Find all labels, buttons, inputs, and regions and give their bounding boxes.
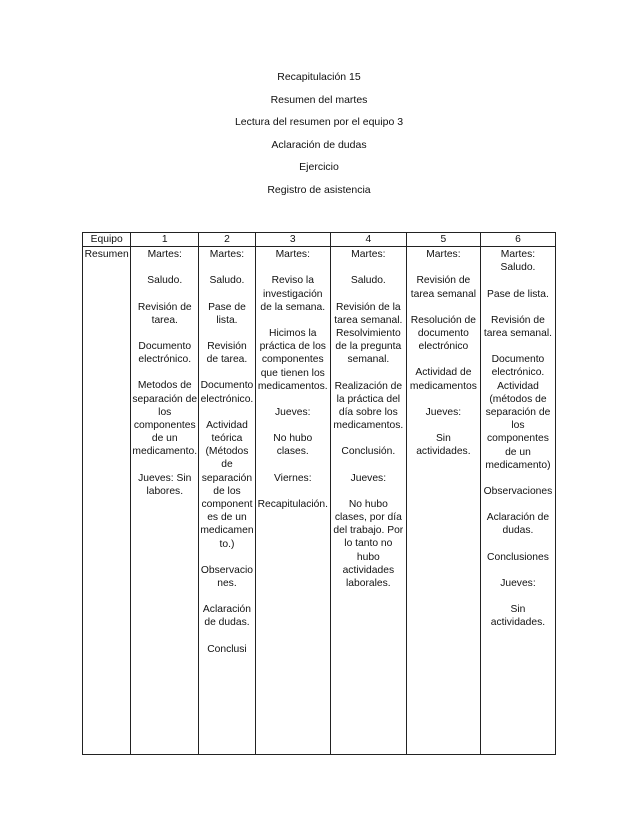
- cell-paragraph: Documento electrónico. Actividad (métodos de separación de los componentes de un medicamento): [485, 354, 551, 471]
- cell-paragraph: Martes:: [426, 249, 461, 261]
- cell-paragraph: Revisión de tarea.: [137, 301, 192, 326]
- table-header-cell: 6: [480, 233, 555, 247]
- table-header-cell: 1: [131, 233, 199, 247]
- cell-paragraph: Pase de lista.: [208, 301, 246, 326]
- team-3-cell: [255, 247, 330, 755]
- cell-paragraph: Jueves:: [350, 472, 387, 484]
- cell-paragraph: Documento electrónico.: [138, 341, 192, 366]
- cell-paragraph: Resolución de documento electrónico: [410, 314, 477, 353]
- cell-paragraph: Revisión de tarea semanal: [410, 275, 477, 300]
- cell-paragraph: Aclaración de dudas.: [202, 604, 251, 629]
- table-header-cell: Equipo: [83, 233, 131, 247]
- cell-paragraph: Martes:: [275, 249, 310, 261]
- document-header: [0, 66, 638, 201]
- summary-table: [82, 232, 556, 755]
- header-line-reading: Lectura del resumen por el equipo 3: [234, 116, 404, 128]
- cell-paragraph: Actividad de medicamentos: [409, 367, 477, 392]
- cell-paragraph: Reviso la investigación de la semana.: [260, 275, 326, 313]
- cell-paragraph: Realización de la práctica del día sobre los medicamentos.: [333, 380, 404, 432]
- cell-paragraph: Jueves:: [500, 577, 536, 589]
- cell-paragraph: Revisión de la tarea semanal. Resolvimiento de la pregunta semanal.: [334, 301, 403, 366]
- cell-paragraph: Jueves:: [275, 407, 311, 419]
- cell-paragraph: Jueves:: [425, 406, 462, 418]
- cell-paragraph: Saludo.: [147, 275, 183, 287]
- table-row: [83, 247, 556, 755]
- cell-paragraph: Pase de lista.: [487, 288, 549, 300]
- team-2-cell: [199, 247, 256, 755]
- team-5-cell: [406, 247, 480, 755]
- row-label-cell: Resumen: [83, 247, 131, 755]
- cell-paragraph: Recapitulación.: [257, 498, 328, 510]
- table-header-cell: 3: [255, 233, 330, 247]
- header-line-summary: Resumen del martes: [270, 93, 368, 106]
- team-1-cell: [131, 247, 199, 755]
- cell-paragraph: Revisión de tarea.: [206, 341, 248, 366]
- table-header-cell: 2: [199, 233, 256, 247]
- cell-paragraph: Revisión de tarea semanal.: [483, 314, 553, 340]
- header-line-exercise: Ejercicio: [299, 161, 339, 173]
- cell-paragraph: Actividad teórica (Métodos de separación de los componentes de un medicamento.): [200, 419, 254, 550]
- header-line-attendance: Registro de asistencia: [267, 183, 371, 196]
- table-header-cell: 5: [406, 233, 480, 247]
- cell-paragraph: Metodos de separación de los componentes de un medicamento.: [132, 380, 198, 458]
- cell-paragraph: Hicimos la práctica de los componentes que tienen los medicamentos.: [257, 328, 328, 392]
- cell-paragraph: Conclusión.: [341, 446, 396, 458]
- cell-paragraph: Saludo.: [209, 275, 245, 287]
- cell-paragraph: Martes:: [147, 249, 182, 261]
- cell-paragraph: Martes:: [351, 249, 386, 261]
- team-4-cell: [330, 247, 406, 755]
- cell-paragraph: Documento electrónico.: [200, 380, 254, 405]
- cell-paragraph: Sin actividades.: [490, 604, 546, 629]
- table-header-row: [83, 233, 556, 247]
- cell-paragraph: Conclusiones: [487, 551, 549, 563]
- cell-paragraph: Aclaración de dudas.: [486, 512, 550, 537]
- cell-paragraph: Martes:: [209, 249, 245, 261]
- cell-paragraph: Jueves: Sin labores.: [138, 472, 192, 497]
- cell-paragraph: Saludo.: [350, 275, 386, 287]
- table-header-cell: 4: [330, 233, 406, 247]
- cell-paragraph: No hubo clases.: [273, 433, 313, 458]
- cell-paragraph: Sin actividades.: [416, 433, 471, 458]
- cell-paragraph: Observaciones.: [200, 564, 253, 590]
- header-line-title: Recapitulación 15: [277, 71, 361, 83]
- cell-paragraph: Viernes:: [273, 472, 312, 484]
- header-line-doubts: Aclaración de dudas: [271, 138, 367, 151]
- cell-paragraph: Martes: Saludo.: [500, 249, 536, 274]
- cell-paragraph: Conclusi: [207, 643, 247, 655]
- cell-paragraph: No hubo clases, por día del trabajo. Por lo tanto no hubo actividades laborales.: [333, 498, 404, 590]
- team-6-cell: [480, 247, 555, 755]
- cell-paragraph: Observaciones: [483, 486, 553, 498]
